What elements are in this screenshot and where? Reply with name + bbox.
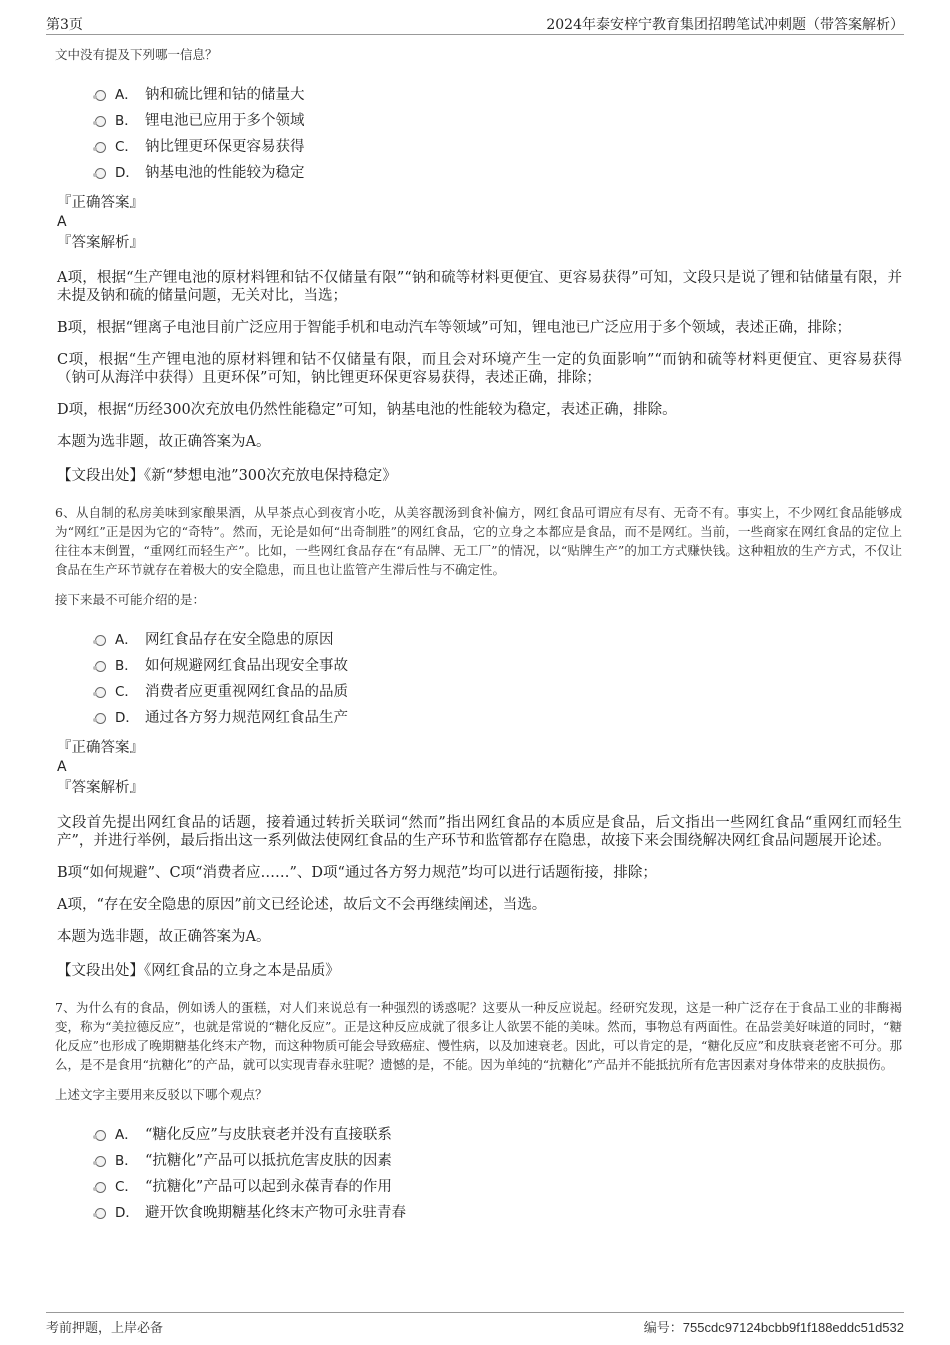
q6-option-c[interactable]: C． 消费者应更重视网红食品的品质: [95, 679, 902, 705]
q5-prompt: 文中没有提及下列哪一信息？: [55, 47, 218, 62]
q6-option-d[interactable]: D． 通过各方努力规范网红食品生产: [95, 705, 902, 731]
q5-option-a[interactable]: A． 钠和硫比锂和钴的储量大: [95, 82, 902, 108]
radio-icon[interactable]: [95, 90, 106, 101]
radio-icon[interactable]: [95, 1130, 106, 1141]
q5-analysis-c: C项，根据“生产锂电池的原材料锂和钴不仅储量有限，而且会对环境产生一定的负面影响”“而钠和硫等材料更便宜、更容易获得（钠可从海洋中获得）且更环保”可知，钠比锂更环保更容易获得，表述正确，排除；: [57, 352, 902, 386]
q5-option-d[interactable]: D． 钠基电池的性能较为稳定: [95, 160, 902, 186]
q5-options: [95, 82, 902, 186]
radio-icon[interactable]: [95, 661, 106, 672]
radio-icon[interactable]: [95, 116, 106, 127]
q7-option-a[interactable]: A． “糖化反应”与皮肤衰老并没有直接联系: [95, 1122, 902, 1148]
q6-analysis-main: 文段首先提出网红食品的话题，接着通过转折关联词“然而”指出网红食品的本质应是食品，后文指出一些网红食品“重网红而轻生产”，并进行举例，最后指出这一系列做法使网红食品的生产环节和监管都存在隐患，故接下来会围绕解决网红食品问题展开论述。: [57, 815, 902, 849]
q5-analysis-label: 『答案解析』: [57, 235, 144, 251]
q6-analysis-conclusion: 本题为选非题，故正确答案为A。: [57, 929, 271, 945]
q5-analysis-d: D项，根据“历经300次充放电仍然性能稳定”可知，钠基电池的性能较为稳定，表述正确，排除。: [57, 402, 677, 418]
q5-option-c[interactable]: C． 钠比锂更环保更容易获得: [95, 134, 902, 160]
radio-icon[interactable]: [95, 1182, 106, 1193]
footer-code-value: 755cdc97124bcbb9f1f188eddc51d532: [682, 1320, 904, 1335]
page-header: [46, 14, 904, 35]
q6-source: 【文段出处】《网红食品的立身之本是品质》: [57, 963, 340, 979]
page-footer: [46, 1312, 904, 1338]
q7-options: [95, 1122, 902, 1226]
q6-option-b[interactable]: B． 如何规避网红食品出现安全事故: [95, 653, 902, 679]
q7-stem: 7、为什么有的食品，例如诱人的蛋糕，对人们来说总有一种强烈的诱惑呢？这要从一种反应说起。经研究发现，这是一种广泛存在于食品工业的非酶褐变，称为“美拉德反应”，也就是常说的“糖化反应”。正是这种反应成就了很多让人欲罢不能的美味。然而，事物总有两面性。在品尝美好味道的同时，“糖化反应”也形成了晚期糖基化终末产物，而这种物质可能会导致癌症、慢性病，以及加速衰老。因此，可以肯定的是，“糖化反应”和皮肤衰老密不可分。那么，是不是食用“抗糖化”的产品，就可以实现青春永驻呢？遗憾的是，不能。因为单纯的“抗糖化”产品并不能抵抗所有危害因素对身体带来的皮肤损伤。: [55, 1000, 902, 1072]
q7-option-c[interactable]: C． “抗糖化”产品可以起到永葆青春的作用: [95, 1174, 902, 1200]
radio-icon[interactable]: [95, 635, 106, 646]
q6-analysis-a: A项，“存在安全隐患的原因”前文已经论述，故后文不会再继续阐述，当选。: [57, 897, 547, 913]
q5-option-b[interactable]: B． 锂电池已应用于多个领域: [95, 108, 902, 134]
q6-answer-label: 『正确答案』: [57, 740, 144, 756]
q5-answer: A: [57, 214, 67, 230]
q5-analysis-a: A项，根据“生产锂电池的原材料锂和钴不仅储量有限”“钠和硫等材料更便宜、更容易获得”可知，文段只是说了锂和钴储量有限，并未提及钠和硫的储量问题，无关对比，当选；: [57, 270, 902, 304]
q6-option-a[interactable]: A． 网红食品存在安全隐患的原因: [95, 627, 902, 653]
document-title: 2024年泰安梓宁教育集团招聘笔试冲刺题（带答案解析）: [546, 17, 904, 33]
footer-code: [644, 1317, 904, 1336]
footer-slogan: 考前押题，上岸必备: [46, 1321, 164, 1336]
q6-analysis-label: 『答案解析』: [57, 780, 144, 796]
radio-icon[interactable]: [95, 1208, 106, 1219]
page-number: 第3页: [46, 17, 83, 33]
q5-analysis-b: B项，根据“锂离子电池目前广泛应用于智能手机和电动汽车等领域”可知，锂电池已广泛应用于多个领域，表述正确，排除；: [57, 320, 851, 336]
q5-answer-label: 『正确答案』: [57, 195, 144, 211]
page-content: [55, 46, 902, 1226]
footer-code-label: 编号：: [643, 1321, 683, 1336]
radio-icon[interactable]: [95, 1156, 106, 1167]
q6-stem: 6、从自制的私房美味到家酿果酒，从早茶点心到夜宵小吃，从美容靓汤到食补偏方，网红食品可谓应有尽有、无奇不有。事实上，不少网红食品能够成为“网红”正是因为它的“奇特”。然而，无论是如何“出奇制胜”的网红食品，它的立身之本都应是食品，而不是网红。当前，一些商家在网红食品的定位上往往本末倒置，“重网红而轻生产”。比如，一些网红食品存在“有品牌、无工厂”的情况，以“贴牌生产”的加工方式赚快钱。这种粗放的生产方式，不仅让食品在生产环节就存在着极大的安全隐患，而且也让监管产生滞后性与不确定性。: [55, 505, 902, 577]
q7-option-b[interactable]: B． “抗糖化”产品可以抵抗危害皮肤的因素: [95, 1148, 902, 1174]
radio-icon[interactable]: [95, 168, 106, 179]
q7-prompt: 上述文字主要用来反驳以下哪个观点？: [55, 1087, 268, 1102]
radio-icon[interactable]: [95, 142, 106, 153]
q6-answer: A: [57, 759, 67, 775]
radio-icon[interactable]: [95, 687, 106, 698]
q6-analysis-bcd: B项“如何规避”、C项“消费者应……”、D项“通过各方努力规范”均可以进行话题衔接，排除；: [57, 865, 657, 881]
q5-analysis-conclusion: 本题为选非题，故正确答案为A。: [57, 434, 271, 450]
q6-prompt: 接下来最不可能介绍的是：: [55, 592, 206, 607]
radio-icon[interactable]: [95, 713, 106, 724]
q6-options: [95, 627, 902, 731]
q7-option-d[interactable]: D． 避开饮食晚期糖基化终末产物可永驻青春: [95, 1200, 902, 1226]
q5-source: 【文段出处】《新“梦想电池”300次充放电保持稳定》: [57, 468, 397, 484]
